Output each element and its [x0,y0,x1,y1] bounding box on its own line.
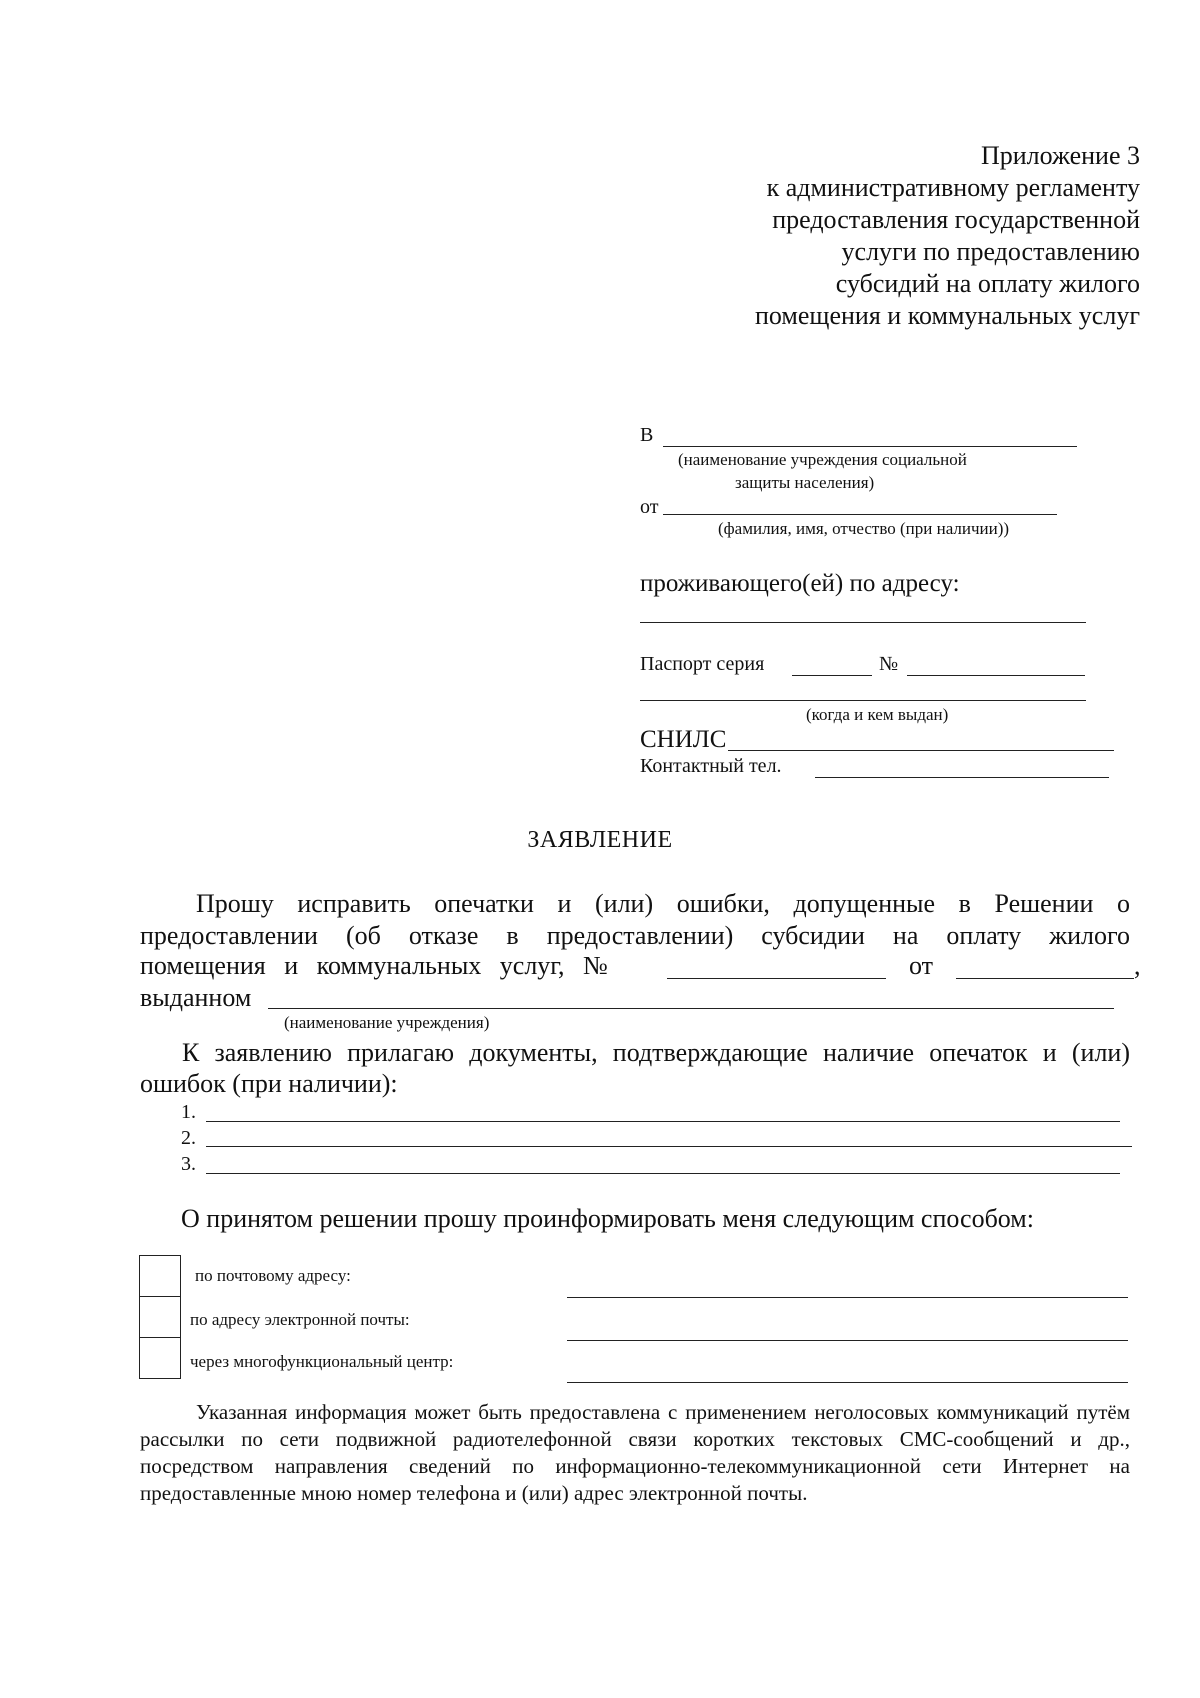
mfc-option-label: через многофункциональный центр: [190,1352,454,1371]
passport-series-line[interactable] [792,675,872,676]
address-label: проживающего(ей) по адресу: [640,570,960,597]
passport-series-label: Паспорт серия [640,653,765,675]
to-input-line[interactable] [663,446,1077,447]
from-hint: (фамилия, имя, отчество (при наличии)) [718,519,1010,538]
to-hint-line2: защиты населения) [735,473,875,492]
passport-issued-line[interactable] [640,700,1086,701]
appendix-line: Приложение 3 [980,141,1140,170]
attachment-line-3[interactable] [206,1173,1120,1174]
notice-paragraph [140,1399,1130,1507]
issued-by-line[interactable] [268,1008,1114,1009]
mail-detail-line[interactable] [567,1297,1128,1298]
attachments-line2: ошибок (при наличии): [140,1069,398,1098]
mfc-detail-line[interactable] [567,1382,1128,1383]
phone-input-line[interactable] [815,777,1109,778]
mfc-checkbox[interactable] [139,1337,181,1379]
from-input-line[interactable] [663,514,1057,515]
email-detail-line[interactable] [567,1340,1128,1341]
attachments-line1: К заявлению прилагаю документы, подтверждающие наличие опечаток и (или) [182,1038,1130,1067]
date-label: от [909,951,934,980]
document-title: ЗАЯВЛЕНИЕ [527,827,673,853]
to-hint-line1: (наименование учреждения социальной [678,450,967,469]
email-option-label: по адресу электронной почты: [190,1310,410,1329]
notice-text: Указанная информация может быть предоставлена с применением неголосовых коммуникаций путём рассылки по сети подвижной радиотелефонной связи коротких текстовых СМС-сообщений и др., посредством направления сведений по информационно-телекоммуникационной сети Интернет на предоставленные мною номер телефона и (или) адрес электронной почты. [140,1400,1130,1505]
address-input-line[interactable] [640,622,1086,623]
decision-number-line[interactable] [667,978,886,979]
to-label: В [640,424,654,446]
phone-label: Контактный тел. [640,755,782,777]
appendix-heading [620,140,1140,332]
snils-input-line[interactable] [728,750,1114,751]
from-label: от [640,496,659,518]
attachment-number: 1. [181,1101,196,1123]
appendix-line: субсидий на оплату жилого [835,269,1140,298]
attachment-line-2[interactable] [206,1146,1132,1147]
appendix-line: услуги по предоставлению [841,237,1140,266]
email-checkbox[interactable] [139,1296,181,1338]
passport-hint: (когда и кем выдан) [806,705,949,724]
passport-number-line[interactable] [907,675,1085,676]
issued-label: выданном [140,983,252,1012]
request-line1: Прошу исправить опечатки и (или) ошибки, допущенные в Решении о [196,889,1130,918]
attachment-line-1[interactable] [206,1121,1120,1122]
snils-label: СНИЛС [640,726,727,753]
appendix-line: предоставления государственной [772,205,1140,234]
passport-number-label: № [879,653,899,675]
issued-hint: (наименование учреждения) [284,1013,490,1032]
appendix-line: помещения и коммунальных услуг [755,301,1140,330]
notify-heading: О принятом решении прошу проинформировать меня следующим способом: [181,1204,1034,1233]
request-line3: помещения и коммунальных услуг, № [140,951,608,980]
decision-date-line[interactable] [956,978,1134,979]
attachment-number: 3. [181,1153,196,1175]
comma: , [1134,951,1141,980]
mail-option-label: по почтовому адресу: [195,1266,351,1285]
attachment-number: 2. [181,1127,196,1149]
mail-checkbox[interactable] [139,1255,181,1297]
request-line2: предоставлении (об отказе в предоставлении) субсидии на оплату жилого [140,921,1130,950]
appendix-line: к административному регламенту [766,173,1140,202]
